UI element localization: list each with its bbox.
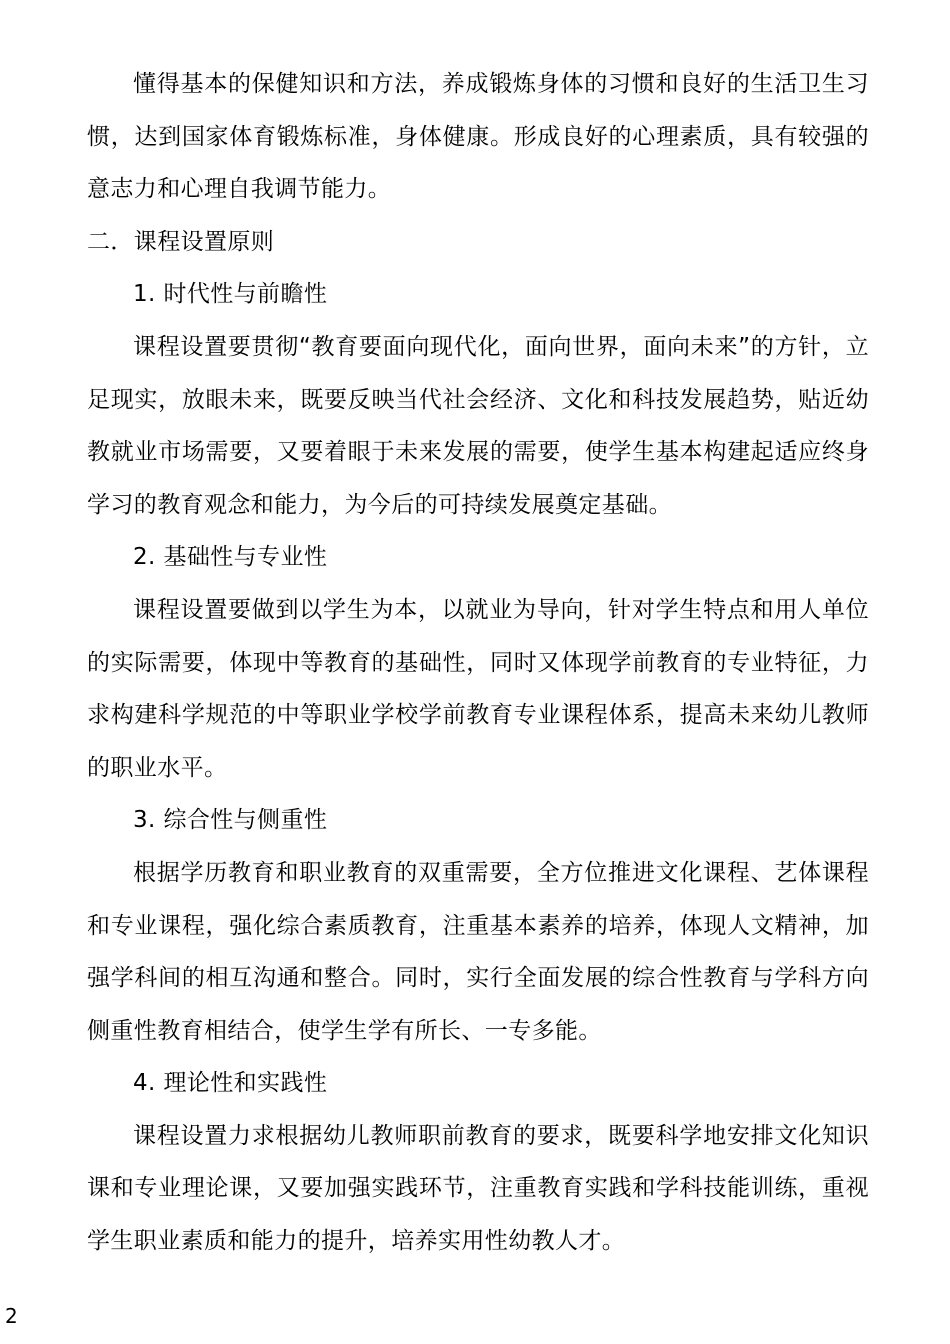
section-heading: 二．课程设置原则 — [87, 228, 275, 255]
page-number: 2 — [5, 1304, 18, 1328]
principle-title-4: 4. 理论性和实践性 — [133, 1070, 328, 1097]
principle-title-2: 2. 基础性与专业性 — [133, 544, 328, 571]
principle-title-1: 1. 时代性与前瞻性 — [133, 281, 328, 308]
principle-body-1: 课程设置要贯彻“教育要面向现代化，面向世界，面向未来”的方针，立足现实，放眼未来，既要反映当代社会经济、文化和科技发展趋势，贴近幼教就业市场需要，又要着眼于未来发展的需要，使学生基本构建起适应终身学习的教育观念和能力，为今后的可持续发展奠定基础。 — [87, 333, 869, 518]
principle-body-2: 课程设置要做到以学生为本，以就业为导向，针对学生特点和用人单位的实际需要，体现中等教育的基础性，同时又体现学前教育的专业特征，力求构建科学规范的中等职业学校学前教育专业课程体系，提高未来幼儿教师的职业水平。 — [87, 596, 869, 781]
intro-paragraph: 懂得基本的保健知识和方法，养成锻炼身体的习惯和良好的生活卫生习惯，达到国家体育锻炼标准，身体健康。形成良好的心理素质，具有较强的意志力和心理自我调节能力。 — [87, 71, 869, 203]
page-content — [87, 58, 869, 1268]
principle-body-4: 课程设置力求根据幼儿教师职前教育的要求，既要科学地安排文化知识课和专业理论课，又要加强实践环节，注重教育实践和学科技能训练，重视学生职业素质和能力的提升，培养实用性幼教人才。 — [87, 1122, 869, 1255]
principle-title-3: 3. 综合性与侧重性 — [133, 807, 328, 834]
principle-body-3: 根据学历教育和职业教育的双重需要，全方位推进文化课程、艺体课程和专业课程，强化综合素质教育，注重基本素养的培养，体现人文精神，加强学科间的相互沟通和整合。同时，实行全面发展的综合性教育与学科方向侧重性教育相结合，使学生学有所长、一专多能。 — [87, 859, 869, 1044]
